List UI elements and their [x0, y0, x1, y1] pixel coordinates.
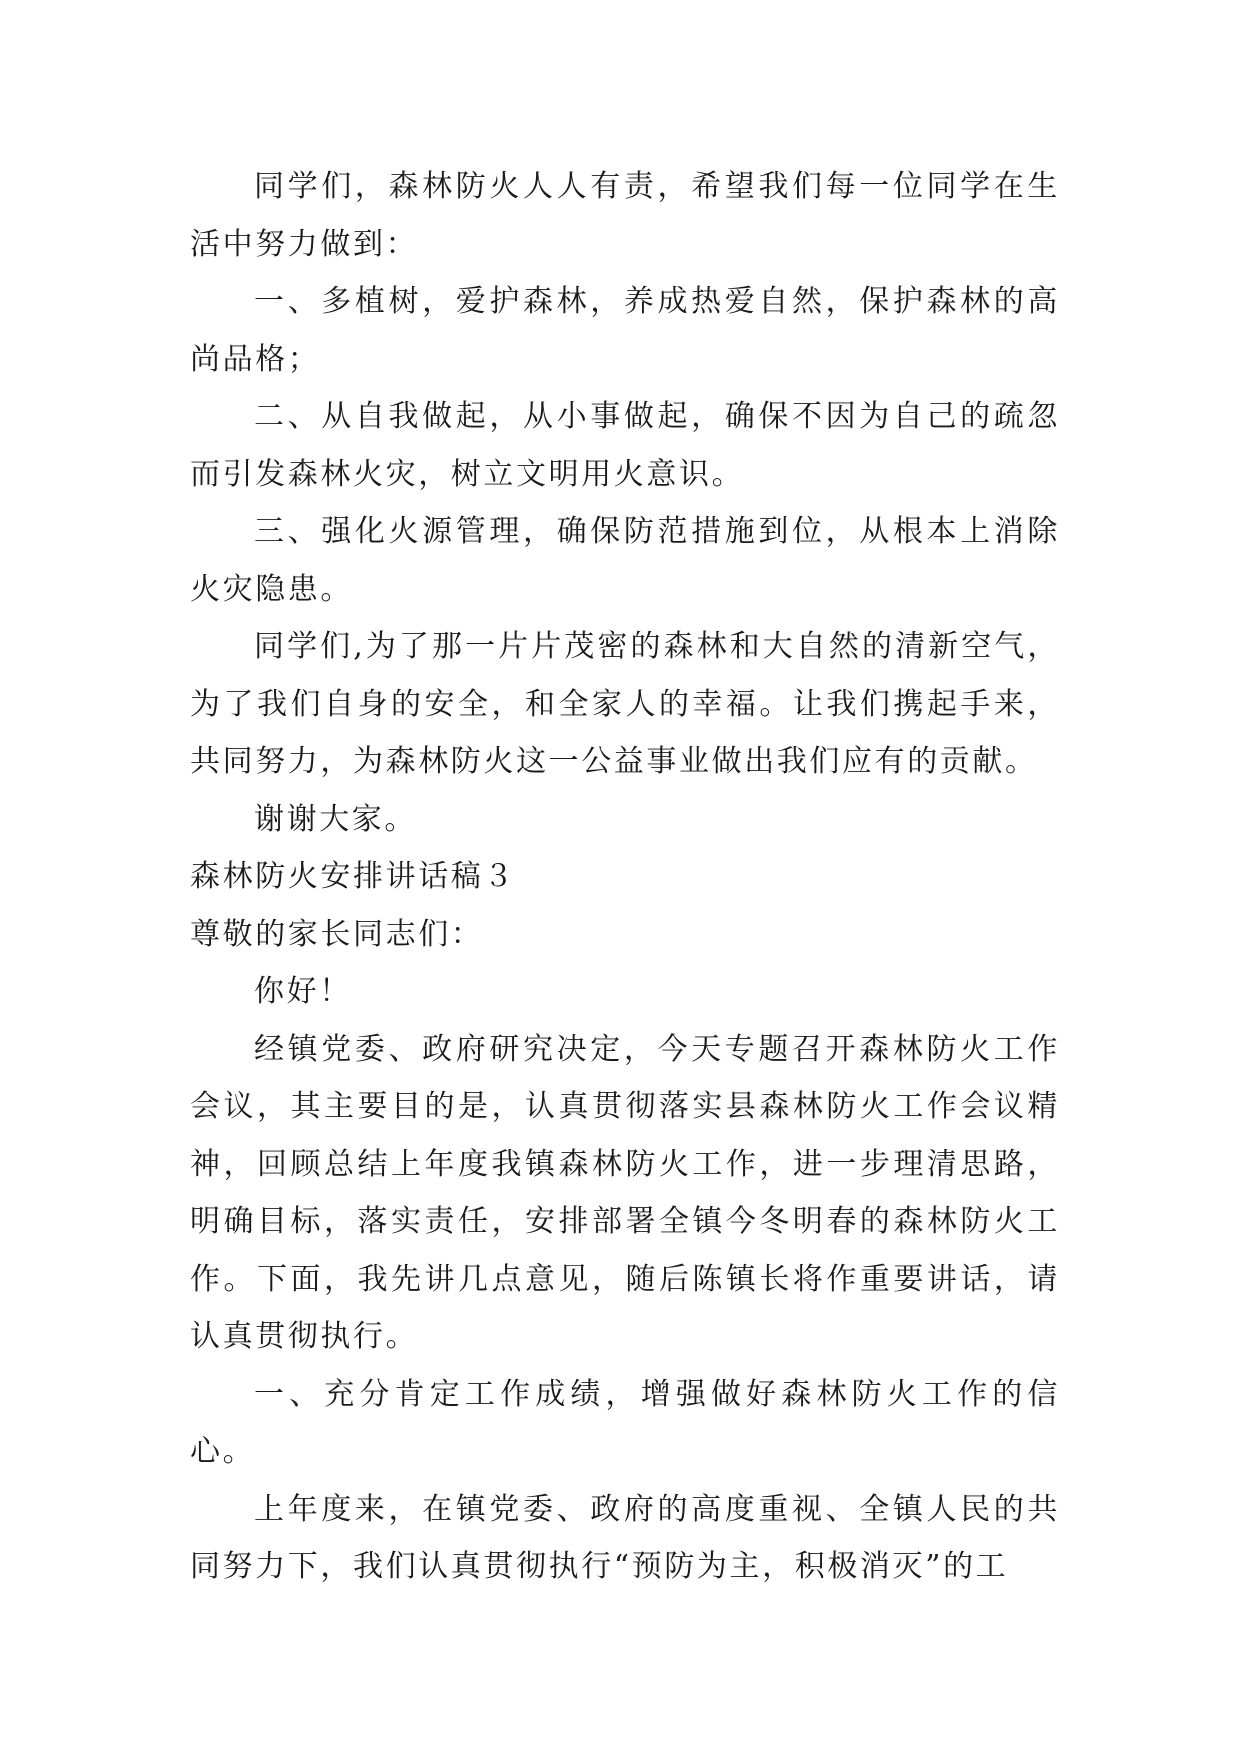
paragraph-section-one-title: 一、充分肯定工作成绩，增强做好森林防火工作的信心。 — [190, 1376, 1060, 1469]
paragraph-intro: 同学们，森林防火人人有责，希望我们每一位同学在生活中努力做到： — [190, 169, 1060, 262]
paragraph-point-two: 二、从自我做起，从小事做起，确保不因为自己的疏忽而引发森林火灾，树立文明用火意识。 — [190, 399, 1060, 492]
paragraph-point-three: 三、强化火源管理，确保防范措施到位，从根本上消除火灾隐患。 — [190, 514, 1060, 607]
salutation: 尊敬的家长同志们： — [190, 916, 484, 952]
paragraph-achievements: 上年度来，在镇党委、政府的高度重视、全镇人民的共同努力下，我们认真贯彻执行“预防为主，积极消灭”的工 — [190, 1491, 1060, 1584]
document-body — [190, 158, 1060, 1596]
paragraph-meeting-purpose: 经镇党委、政府研究决定，今天专题召开森林防火工作会议，其主要目的是，认真贯彻落实县森林防火工作会议精神，回顾总结上年度我镇森林防火工作，进一步理清思路，明确目标，落实责任，安排部署全镇今冬明春的森林防火工作。下面，我先讲几点意见，随后陈镇长将作重要讲话，请认真贯彻执行。 — [190, 1031, 1060, 1354]
paragraph-appeal: 同学们,为了那一片片茂密的森林和大自然的清新空气，为了我们自身的安全，和全家人的幸福。让我们携起手来，共同努力，为森林防火这一公益事业做出我们应有的贡献。 — [190, 629, 1060, 779]
section-heading: 森林防火安排讲话稿３ — [190, 859, 516, 894]
paragraph-thanks: 谢谢大家。 — [254, 801, 417, 837]
paragraph-point-one: 一、多植树，爱护森林，养成热爱自然，保护森林的高尚品格； — [190, 284, 1060, 377]
greeting: 你好！ — [254, 974, 352, 1009]
